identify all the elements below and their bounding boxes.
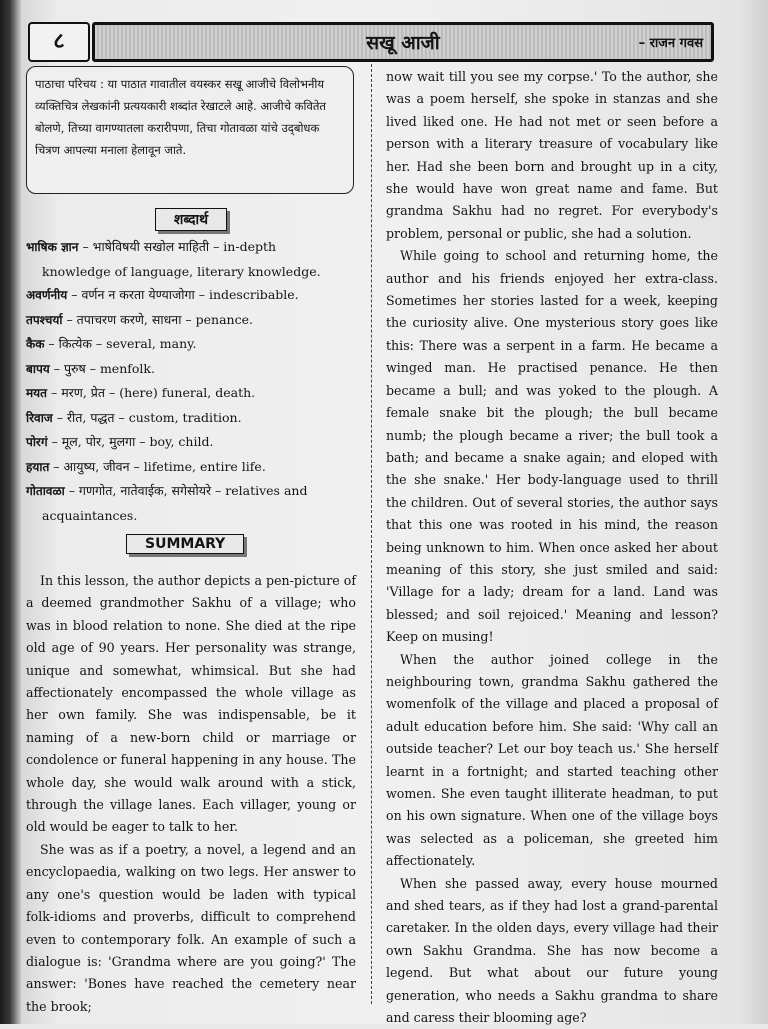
right-column bbox=[386, 66, 718, 1029]
summary-paragraph: now wait till you see my corpse.' To the author, she was a poem herself, she spoke in stanzas and she lived liked one. He had not met or seen before a person with a literary treasure of vocabulary like her. Had she been born and brought up in a city, she would have won great name and fame. But grandma Sakhu had no regret. For everybody's problem, personal or public, she had a solution. bbox=[386, 69, 718, 241]
glossary-item: तपश्चर्या – तपाचरण करणे, साधना – penance. bbox=[26, 311, 253, 327]
title-bar bbox=[92, 22, 714, 62]
author-name: – राजन गवस bbox=[638, 36, 703, 51]
left-column bbox=[26, 66, 356, 1018]
summary-heading: SUMMARY bbox=[126, 534, 244, 554]
glossary-item: मयत – मरण, प्रेत – (here) funeral, death. bbox=[26, 385, 256, 400]
lesson-intro-box bbox=[26, 66, 354, 194]
glossary-item: पोरगं – मूल, पोर, मुलगा – boy, child. bbox=[26, 434, 214, 449]
lesson-title: सखू आजी bbox=[366, 32, 440, 54]
glossary-item: हयात – आयुष्य, जीवन – lifetime, entire life. bbox=[26, 458, 266, 474]
glossary-item: रिवाज – रीत, पद्धत – custom, tradition. bbox=[26, 409, 242, 425]
glossary-item: भाषिक ज्ञान – भाषेविषयी सखोल माहिती – in-depth knowledge of language, literary knowledge. bbox=[26, 239, 321, 279]
glossary-list bbox=[26, 235, 356, 527]
glossary-item: गोतावळा – गणगोत, नातेवाईक, सगेसोयरे – relatives and acquaintances. bbox=[26, 483, 308, 523]
summary-paragraph: In this lesson, the author depicts a pen-picture of a deemed grandmother Sakhu of a village; who was in blood relation to none. She died at the ripe old age of 90 years. Her personality was strange, unique and somewhat, whimsical. But she had affectionately encompassed the whole village as her own family. She was indispensable, be it naming of a new-born child or marriage or condolence or funeral happening in any house. The whole day, she would walk around with a stick, through the village lanes. Each villager, young or old would be eager to talk to her. bbox=[26, 573, 356, 835]
summary-paragraph: When the author joined college in the neighbouring town, grandma Sakhu gathered the womenfolk of the village and placed a proposal of adult education before him. She said: 'Why call an outside teacher? Let our boy teach us.' She herself learnt in a fortnight; and started teaching other women. She even taught illiterate headman, to put on his own signature. When one of the village boys was selected as a policeman, she greeted him affectionately. bbox=[386, 651, 718, 869]
summary-paragraph: She was as if a poetry, a novel, a legend and an encyclopaedia, walking on two legs. Her answer to any one's question would be laden with typical folk-idioms and proverbs, difficult to comprehend even to contemporary folk. An example of such a dialogue is: 'Grandma where are you going?' The answer: 'Bones have reached the cemetery near the brook; bbox=[26, 841, 356, 1014]
glossary-heading: शब्दार्थ bbox=[155, 208, 227, 231]
lesson-intro-text: पाठाचा परिचय : या पाठात गावातील वयस्कर सखू आजीचे विलोभनीय व्यक्तिचित्र लेखकांनी प्रत्ययकारी शब्दांत रेखाटले आहे. आजीचे कवितेत बोलणे, तिच्या वागण्यातला करारीपणा, तिचा गोतावळा यांचे उद्‌बोधक चित्रण आपल्या मनाला हेलावून जाते. bbox=[35, 77, 326, 157]
summary-paragraph: When she passed away, every house mourned and shed tears, as if they had lost a grand-parental caretaker. In the olden days, every village had their own Sakhu Grandma. She has now become a legend. But what about our future young generation, who needs a Sakhu grandma to share and caress their blooming age? bbox=[386, 875, 718, 1026]
page-header bbox=[28, 18, 708, 58]
glossary-item: अवर्णनीय – वर्णन न करता येण्याजोगा – indescribable. bbox=[26, 287, 299, 302]
page-number: ८ bbox=[28, 22, 90, 62]
column-divider bbox=[371, 64, 372, 1004]
glossary-item: बापय – पुरुष – menfolk. bbox=[26, 360, 155, 376]
glossary-item: कैक – कित्येक – several, many. bbox=[26, 336, 197, 351]
summary-paragraph: While going to school and returning home, the author and his friends enjoyed her extra-class. Sometimes her stories lasted for a week, keeping the curiosity alive. One mysterious story goes like this: There was a serpent in a farm. He became a winged man. He practised penance. He then became a bull; and was yoked to the plough. A female snake bit the plough; the bull became numb; the plough became a river; the bull took a bath; and became a snake again; and eloped with the she snake.' Her body-language used to thrill the children. Out of several stories, the author says that this one was rooted in his mind, the reason being unknown to him. When once asked her about meaning of this story, she just smiled and said: 'Village for a lady; dream for a land. Land was blessed; and soil rejoiced.' Meaning and lesson? Keep on musing! bbox=[386, 248, 718, 645]
